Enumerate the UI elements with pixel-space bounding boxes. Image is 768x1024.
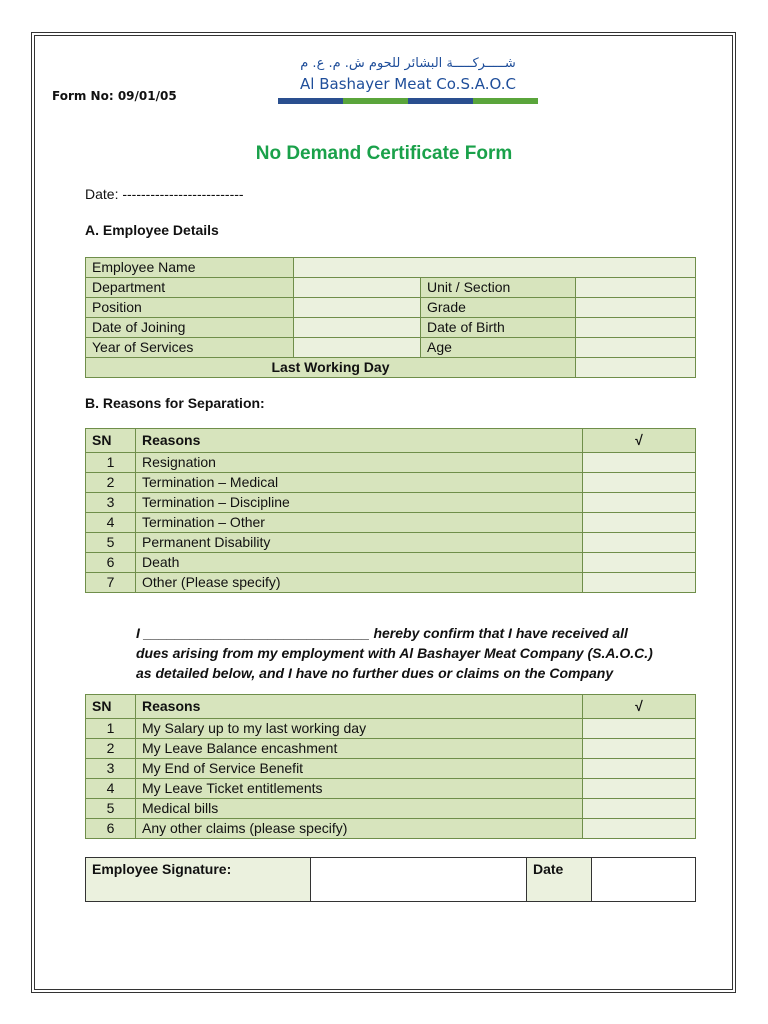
position-input[interactable] [294,298,421,318]
company-name-english: Al Bashayer Meat Co.S.A.O.C [300,75,516,93]
reasons-header: Reasons [136,429,583,453]
grade-input[interactable] [576,298,696,318]
reason-row [86,473,696,493]
age-input[interactable] [576,338,696,358]
age-label: Age [421,338,576,358]
signature-date-input[interactable] [592,858,696,902]
last-working-day-input[interactable] [576,358,696,378]
row-number: 3 [86,759,136,779]
reasons-header: Reasons [136,695,583,719]
grade-label: Grade [421,298,576,318]
due-row [86,759,696,779]
employee-signature-label: Employee Signature: [86,858,311,902]
row-number: 4 [86,779,136,799]
logo-bar-segment [473,98,538,104]
row-number: 4 [86,513,136,533]
row-reason: My Leave Ticket entitlements [136,779,583,799]
row-reason: My Salary up to my last working day [136,719,583,739]
row-number: 1 [86,719,136,739]
unit-section-input[interactable] [576,278,696,298]
date-of-birth-label: Date of Birth [421,318,576,338]
reason-row [86,553,696,573]
row-reason: My Leave Balance encashment [136,739,583,759]
row-reason: Termination – Other [136,513,583,533]
confirmation-line: dues arising from my employment with Al Bashayer Meat Company (S.A.O.C.) [136,645,653,661]
row-reason: Resignation [136,453,583,473]
sn-header: SN [86,429,136,453]
position-label: Position [86,298,294,318]
row-number: 1 [86,453,136,473]
row-number: 7 [86,573,136,593]
row-checkbox[interactable] [583,779,696,799]
reason-row [86,513,696,533]
company-name-arabic: شـــــركـــــة البشائر للحوم ش. م. ع. م [300,56,516,71]
logo-bar-segment [408,98,473,104]
logo-bar-segment [343,98,408,104]
signature-date-label: Date [527,858,592,902]
row-number: 5 [86,533,136,553]
row-checkbox[interactable] [583,719,696,739]
row-number: 2 [86,473,136,493]
due-row [86,819,696,839]
employee-name-input[interactable] [294,258,696,278]
confirmation-line: I _____________________________ hereby confirm that I have received all [136,625,628,641]
reason-row [86,453,696,473]
row-number: 5 [86,799,136,819]
dues-table [85,694,696,839]
company-logo [278,54,538,104]
reason-row [86,493,696,513]
row-checkbox[interactable] [583,473,696,493]
row-checkbox[interactable] [583,573,696,593]
date-of-joining-input[interactable] [294,318,421,338]
row-reason: Termination – Medical [136,473,583,493]
confirmation-line: as detailed below, and I have no further dues or claims on the Company [136,665,614,681]
check-header: √ [583,429,696,453]
form-title: No Demand Certificate Form [255,143,513,164]
date-of-birth-input[interactable] [576,318,696,338]
employee-name-label: Employee Name [86,258,294,278]
logo-bar-segment [278,98,343,104]
reason-row [86,573,696,593]
department-label: Department [86,278,294,298]
last-working-day-label: Last Working Day [86,358,576,378]
row-reason: Death [136,553,583,573]
row-checkbox[interactable] [583,553,696,573]
row-checkbox[interactable] [583,739,696,759]
row-reason: Termination – Discipline [136,493,583,513]
section-b-heading: B. Reasons for Separation: [85,395,265,411]
department-input[interactable] [294,278,421,298]
unit-section-label: Unit / Section [421,278,576,298]
separation-reasons-table [85,428,696,593]
row-checkbox[interactable] [583,819,696,839]
row-reason: Permanent Disability [136,533,583,553]
date-of-joining-label: Date of Joining [86,318,294,338]
row-checkbox[interactable] [583,513,696,533]
employee-details-table [85,257,696,378]
due-row [86,739,696,759]
signature-table [85,857,696,902]
due-row [86,719,696,739]
row-checkbox[interactable] [583,493,696,513]
due-row [86,779,696,799]
year-of-services-input[interactable] [294,338,421,358]
row-number: 6 [86,819,136,839]
form-number: Form No: 09/01/05 [52,89,177,103]
row-reason: Medical bills [136,799,583,819]
row-checkbox[interactable] [583,759,696,779]
row-number: 6 [86,553,136,573]
logo-color-bar [278,98,538,104]
row-checkbox[interactable] [583,799,696,819]
row-checkbox[interactable] [583,533,696,553]
row-reason: Any other claims (please specify) [136,819,583,839]
confirmation-statement [136,623,706,683]
row-reason: Other (Please specify) [136,573,583,593]
date-field[interactable]: Date: -------------------------- [85,186,244,202]
row-reason: My End of Service Benefit [136,759,583,779]
row-number: 3 [86,493,136,513]
section-a-heading: A. Employee Details [85,222,219,238]
check-header: √ [583,695,696,719]
due-row [86,799,696,819]
row-checkbox[interactable] [583,453,696,473]
row-number: 2 [86,739,136,759]
sn-header: SN [86,695,136,719]
employee-signature-input[interactable] [311,858,527,902]
year-of-services-label: Year of Services [86,338,294,358]
reason-row [86,533,696,553]
